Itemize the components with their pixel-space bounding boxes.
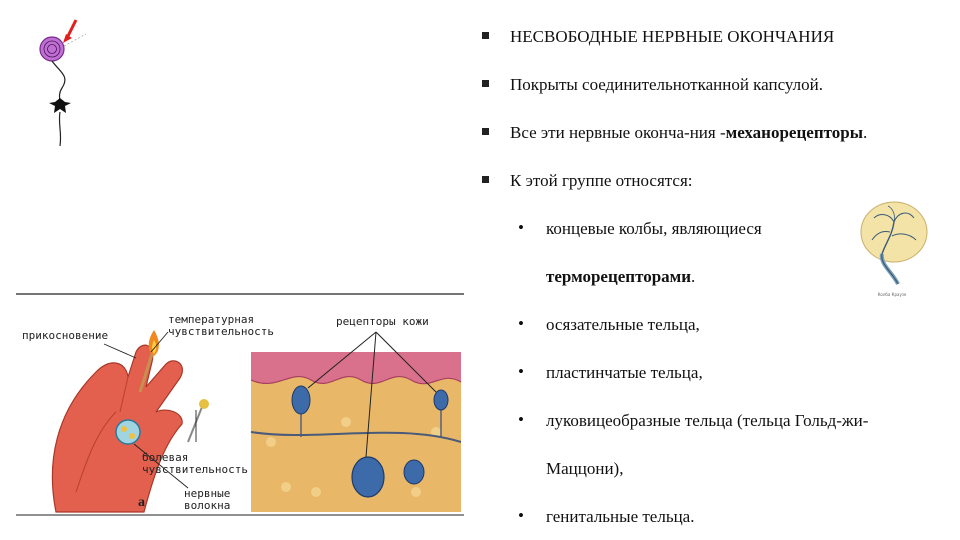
subbullet-marker: • xyxy=(518,410,524,429)
bullet-text: Все эти нервные оконча-ния -механорецепторы. xyxy=(510,123,868,142)
label-skin-receptors: рецепторы кожи xyxy=(336,315,429,328)
receptor-circle xyxy=(40,37,64,61)
subbullet-text: генитальные тельца. xyxy=(546,507,695,526)
label-figure-letter: а xyxy=(138,495,145,510)
bullet-marker xyxy=(482,80,489,87)
label-touch: прикосновение xyxy=(22,329,109,342)
subbullet-text: осязательные тельца, xyxy=(546,315,700,334)
subbullet-marker: • xyxy=(518,506,524,525)
hand-drawing xyxy=(52,345,182,512)
subbullet-marker: • xyxy=(518,314,524,333)
bullet-text: К этой группе относятся: xyxy=(510,171,693,190)
bullet-marker xyxy=(482,176,489,183)
label-nerve-fibers: нервные волокна xyxy=(184,487,231,512)
bold-term: механорецепторы xyxy=(725,123,863,142)
subbullet-text: пластинчатые тельца, xyxy=(546,363,703,382)
bold-term: терморецепторами xyxy=(546,267,692,286)
bullet-text: НЕСВОБОДНЫЕ НЕРВНЫЕ ОКОНЧАНИЯ xyxy=(510,27,835,46)
bullet-marker xyxy=(482,128,489,135)
label-temperature: температурная чувствительность xyxy=(168,313,274,338)
subbullet-text: луковицеобразные тельца (тельца Гольд-жи- xyxy=(546,411,869,430)
bullet-text: Покрыты соединительнотканной капсулой. xyxy=(510,75,824,94)
subbullet-1-continuation: терморецепторами. xyxy=(546,267,696,286)
neuron-illustration xyxy=(30,14,100,149)
subbullet-marker: • xyxy=(518,218,524,237)
subbullet-marker: • xyxy=(518,362,524,381)
subbullet-text: концевые колбы, являющиеся xyxy=(546,219,762,238)
bullet-marker xyxy=(482,32,489,39)
end-bulb-illustration xyxy=(852,192,932,300)
bulb-caption: Колба Краузе xyxy=(877,292,907,297)
subbullet-4-continuation: Маццони), xyxy=(546,459,624,478)
label-pain: болевая чувствительность xyxy=(142,451,248,476)
red-arrow-icon xyxy=(67,20,76,38)
skin-cross-section xyxy=(251,332,461,512)
